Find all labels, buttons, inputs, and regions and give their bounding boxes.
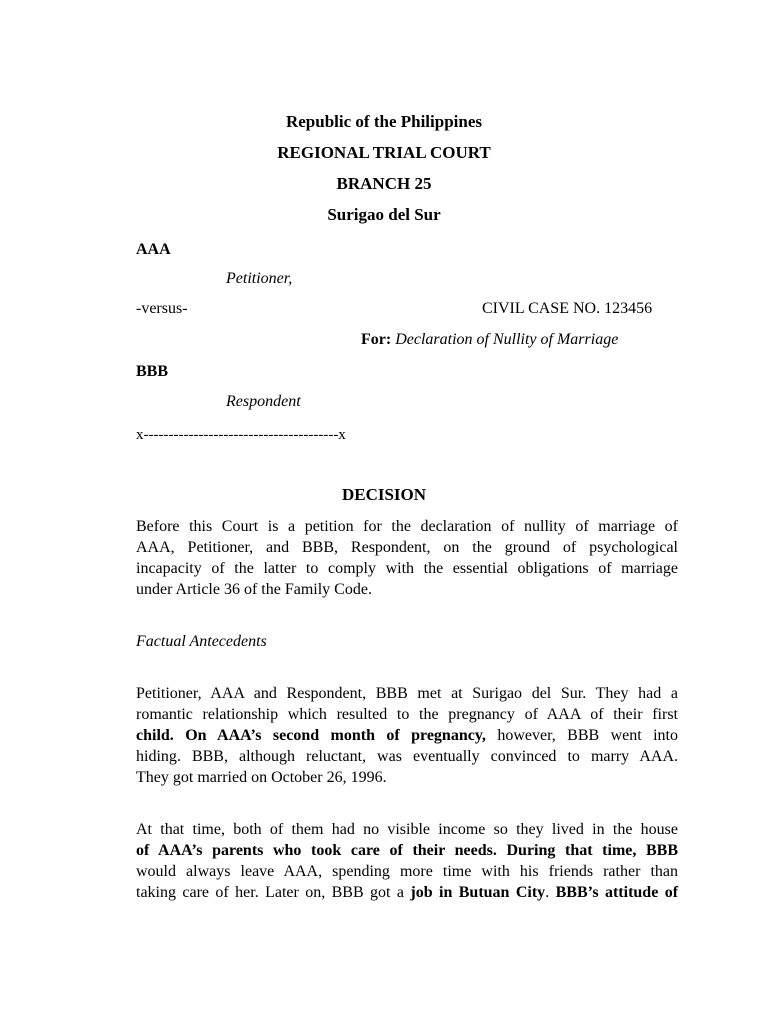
header-province: Surigao del Sur [327,205,441,224]
antecedents-paragraph-2 [136,819,678,903]
paragraph-line: They got married on October 26, 1996. [136,769,387,786]
caption-separator: x---------------------------------------x [136,427,346,443]
respondent-name: BBB [136,363,169,380]
paragraph-line [136,725,678,746]
paragraph-line: Petitioner, AAA and Respondent, BBB met at Surigao del Sur. They had a [136,685,678,702]
paragraph-line: would always leave AAA, spending more time with his friends rather than [136,863,678,880]
header-republic: Republic of the Philippines [285,112,482,131]
intro-line: incapacity of the latter to comply with the essential obligations of marriage [136,560,678,577]
petitioner-name: AAA [136,241,171,258]
paragraph-line: hiding. BBB, although reluctant, was eventually convinced to marry AAA. [136,748,678,765]
paragraph-line: At that time, both of them had no visible income so they lived in the house [136,821,678,838]
header-branch: BRANCH 25 [336,174,432,193]
paragraph-line [136,882,678,903]
plain-text: however, BBB went into [485,727,678,744]
antecedents-paragraph-1 [136,683,678,788]
decision-title: DECISION [341,485,427,504]
case-nature [361,329,618,351]
intro-line: Before this Court is a petition for the declaration of nullity of marriage of [136,518,678,535]
case-number: CIVIL CASE NO. 123456 [482,300,653,317]
paragraph-line: romantic relationship which resulted to the pregnancy of AAA of their first [136,706,678,723]
plain-text: . [545,884,556,901]
paragraph-line: of AAA’s parents who took care of their needs. During that time, BBB [136,842,678,859]
respondent-label: Respondent [226,393,301,410]
for-text: Declaration of Nullity of Marriage [395,331,619,348]
for-label: For: [361,331,392,348]
versus-label: -versus- [136,300,188,317]
intro-paragraph [136,516,678,600]
plain-text: taking care of her. Later on, BBB got a [136,884,411,901]
emphasis-text: job in Butuan City [410,884,546,901]
intro-line: under Article 36 of the Family Code. [136,581,372,598]
intro-line: AAA, Petitioner, and BBB, Respondent, on the ground of psychological [136,539,678,556]
emphasis-text: BBB’s attitude of [555,884,679,901]
section-heading: Factual Antecedents [136,633,267,650]
emphasis-text: child. On AAA’s second month of pregnancy, [136,727,486,744]
header-court: REGIONAL TRIAL COURT [277,143,491,162]
petitioner-label: Petitioner, [226,270,293,287]
